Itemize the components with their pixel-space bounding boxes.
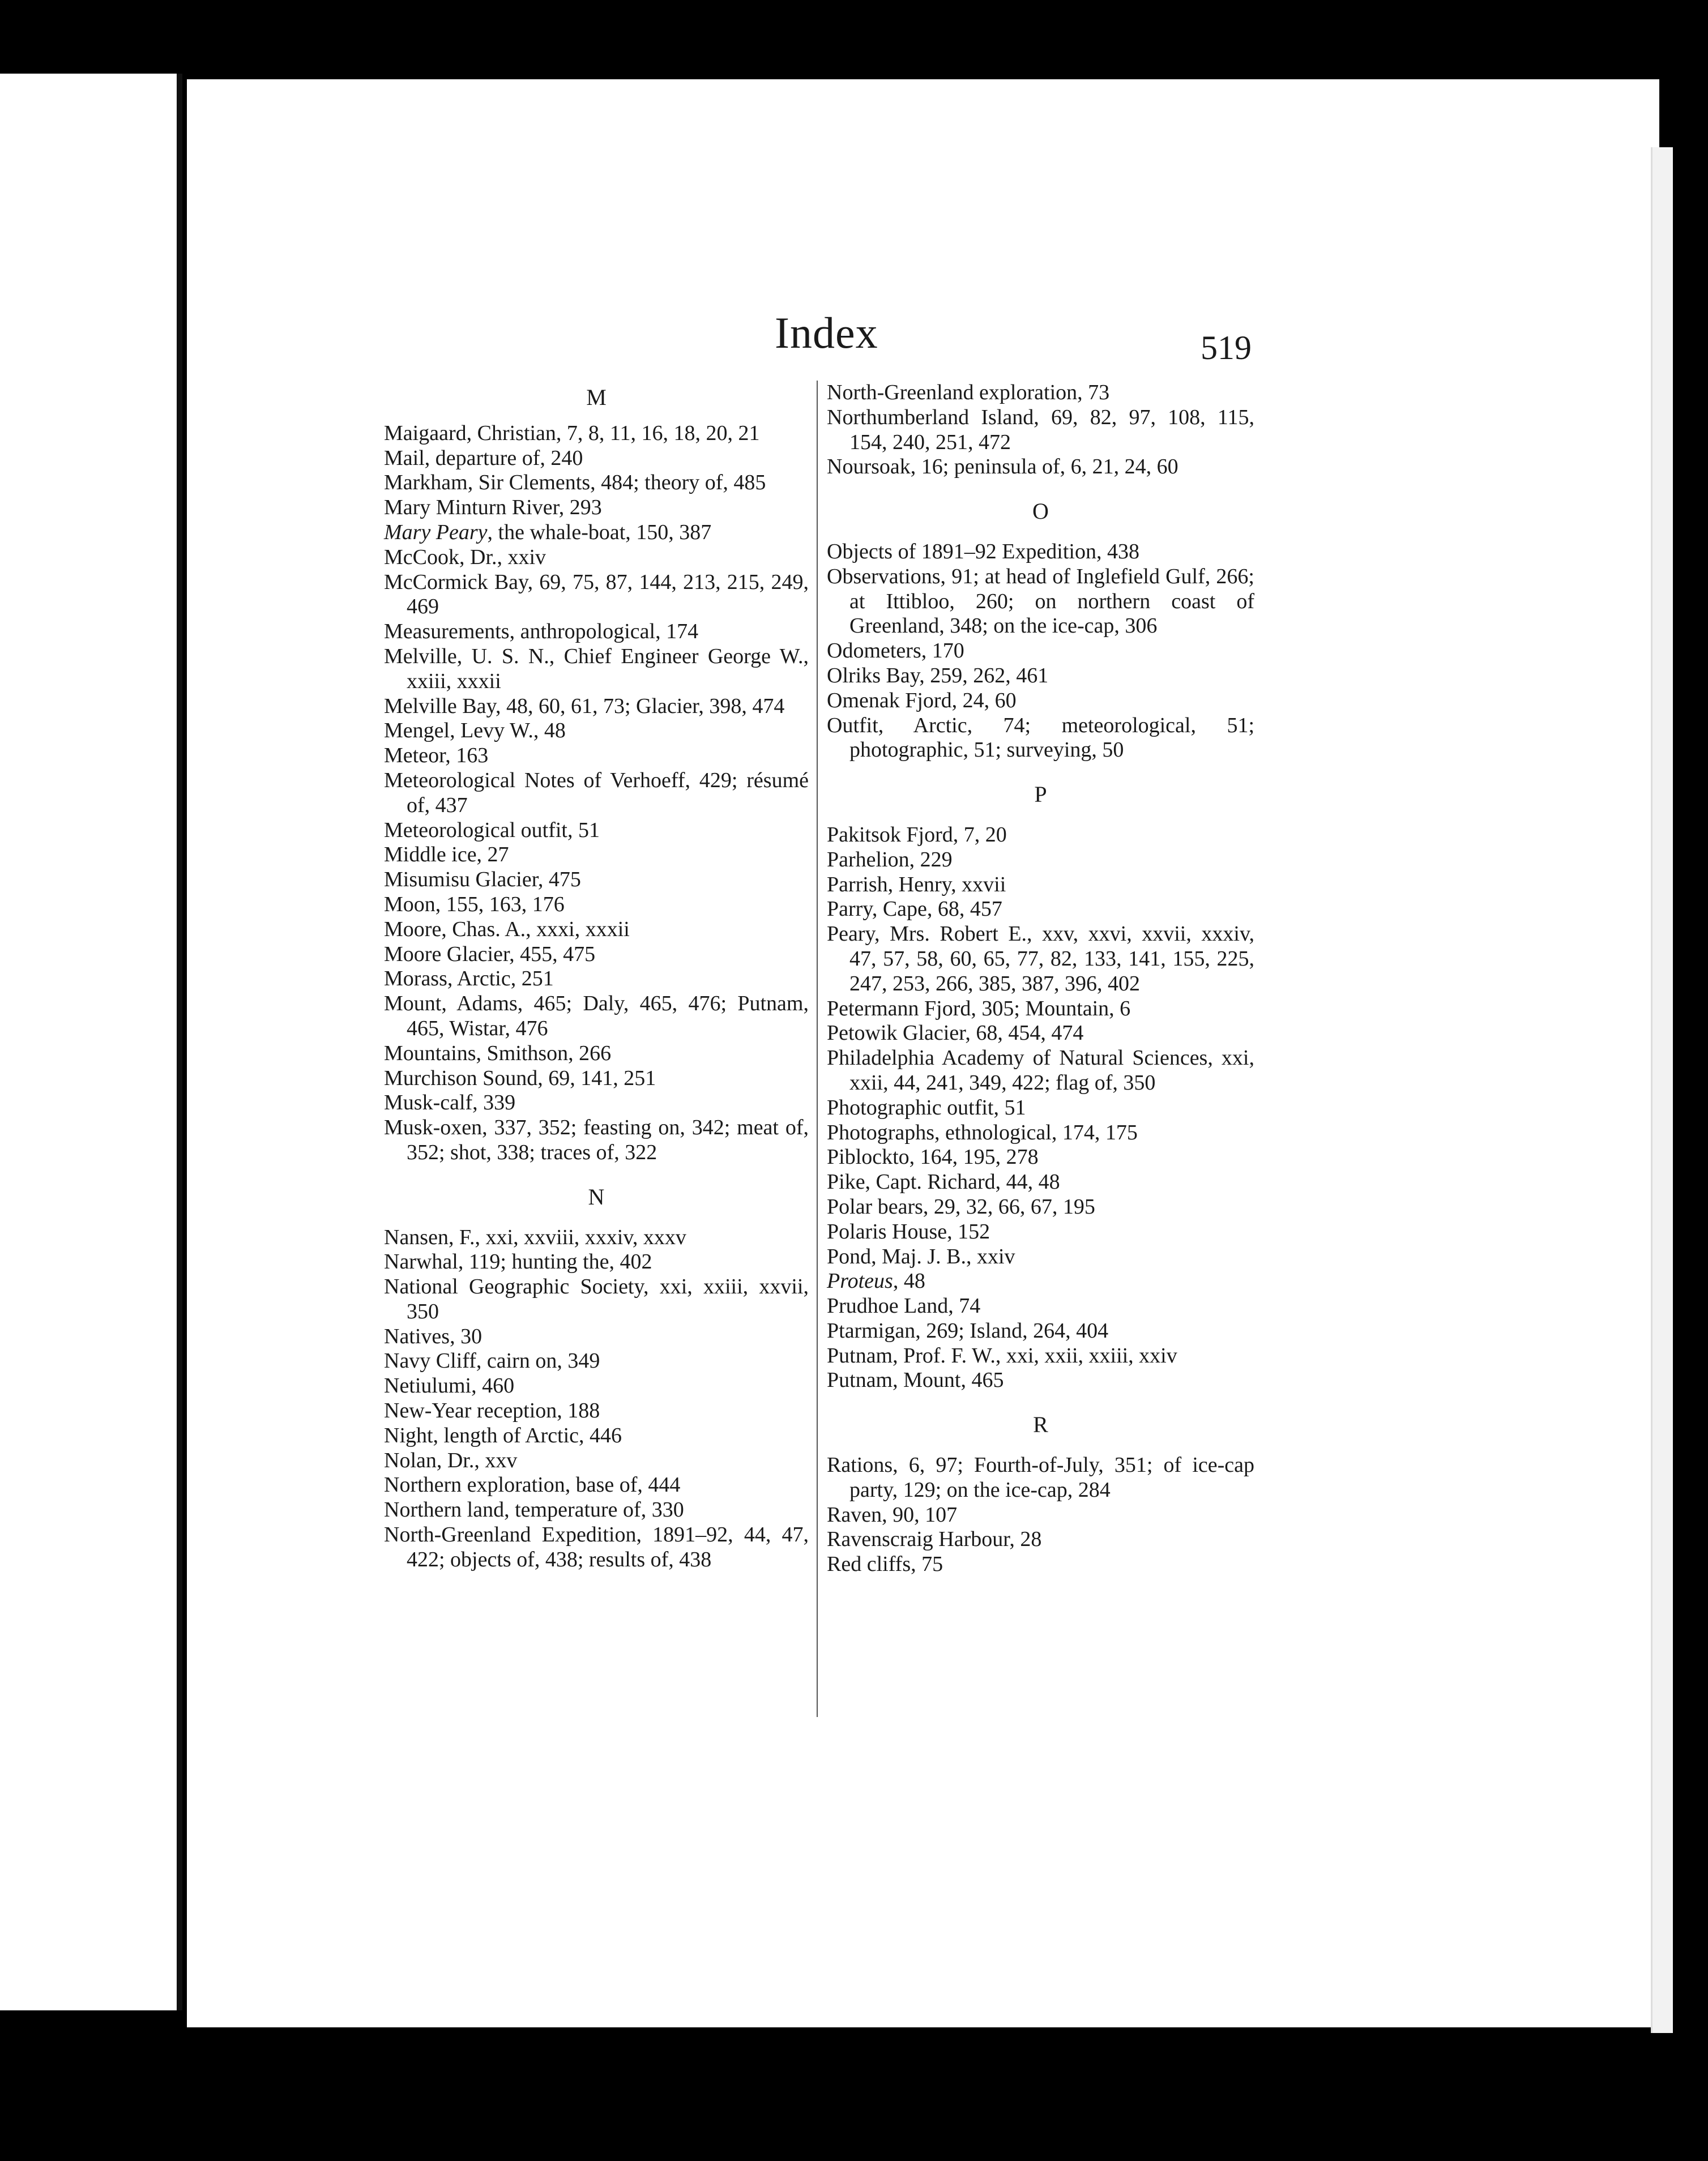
index-entry: Moore Glacier, 455, 475 <box>384 942 596 966</box>
index-entry: Meteorological outfit, 51 <box>384 818 600 842</box>
index-entry: Olriks Bay, 259, 262, 461 <box>827 663 1049 687</box>
page-number: 519 <box>1201 329 1252 366</box>
index-entry: Odometers, 170 <box>827 639 964 663</box>
index-entry: Omenak Fjord, 24, 60 <box>827 688 1017 712</box>
index-entry: North-Greenland Expedition, 1891–92, 44, 47, 422; objects of, 438; results of, 438 <box>384 1523 809 1571</box>
index-entry: Objects of 1891–92 Expedition, 438 <box>827 539 1139 563</box>
index-entry: Photographs, ethnological, 174, 175 <box>827 1120 1138 1144</box>
index-entry: Peary, Mrs. Robert E., xxv, xxvi, xxvii, xxxiv, 47, 57, 58, 60, 65, 77, 82, 133, 141, 155, 225, 247, 253, 266, 385, 387, 396, 402 <box>827 922 1254 996</box>
index-entry: Putnam, Mount, 465 <box>827 1368 1004 1393</box>
index-entry: Polar bears, 29, 32, 66, 67, 195 <box>827 1194 1095 1219</box>
index-entry: Northumberland Island, 69, 82, 97, 108, 115, 154, 240, 251, 472 <box>827 405 1254 454</box>
index-entry: Northern land, temperature of, 330 <box>384 1498 684 1522</box>
facing-page-edge <box>0 74 182 2010</box>
index-column-right <box>827 381 1254 1577</box>
section-letter-p: P <box>1034 781 1047 808</box>
index-entry: Moon, 155, 163, 176 <box>384 892 565 916</box>
index-entry: Mary Minturn River, 293 <box>384 496 602 520</box>
index-entry: Noursoak, 16; peninsula of, 6, 21, 24, 60 <box>827 455 1178 479</box>
index-entry: Middle ice, 27 <box>384 843 509 867</box>
page-title: Index <box>775 308 878 357</box>
index-entry: Melville, U. S. N., Chief Engineer George W., xxiii, xxxii <box>384 644 809 693</box>
index-entry: Markham, Sir Clements, 484; theory of, 485 <box>384 471 766 495</box>
index-entry: Misumisu Glacier, 475 <box>384 868 581 892</box>
index-entry: Petowik Glacier, 68, 454, 474 <box>827 1021 1084 1045</box>
index-entry: Netiulumi, 460 <box>384 1374 515 1398</box>
index-column-left <box>384 381 809 1573</box>
section-letter-r: R <box>1033 1412 1048 1438</box>
index-entry: Musk-calf, 339 <box>384 1091 516 1115</box>
section-letter-m: M <box>586 385 607 410</box>
entry-list-n <box>384 1225 809 1573</box>
index-entry: Morass, Arctic, 251 <box>384 967 554 991</box>
index-entry: Pike, Capt. Richard, 44, 48 <box>827 1170 1060 1194</box>
index-entry: Parrish, Henry, xxvii <box>827 872 1006 896</box>
index-entry: Parry, Cape, 68, 457 <box>827 897 1002 921</box>
index-entry: Photographic outfit, 51 <box>827 1095 1026 1120</box>
index-entry: McCook, Dr., xxiv <box>384 545 546 569</box>
index-entry: Petermann Fjord, 305; Mountain, 6 <box>827 996 1131 1020</box>
index-entry: Mail, departure of, 240 <box>384 446 583 470</box>
index-entry: Meteorological Notes of Verhoeff, 429; résumé of, 437 <box>384 768 809 817</box>
index-entry: McCormick Bay, 69, 75, 87, 144, 213, 215, 249, 469 <box>384 570 809 619</box>
index-entry: Nolan, Dr., xxv <box>384 1448 518 1472</box>
index-entry: Rations, 6, 97; Fourth-of-July, 351; of ice-cap party, 129; on the ice-cap, 284 <box>827 1453 1254 1502</box>
index-entry: Navy Cliff, cairn on, 349 <box>384 1349 600 1373</box>
index-entry: Meteor, 163 <box>384 744 489 768</box>
column-divider <box>817 381 818 1717</box>
index-entry: Outfit, Arctic, 74; meteorological, 51; photographic, 51; surveying, 50 <box>827 713 1254 762</box>
index-entry: Narwhal, 119; hunting the, 402 <box>384 1250 652 1274</box>
index-entry: Prudhoe Land, 74 <box>827 1294 981 1318</box>
page-fore-edge <box>1651 147 1673 2033</box>
index-entry: Night, length of Arctic, 446 <box>384 1423 622 1447</box>
index-entry: Raven, 90, 107 <box>827 1502 958 1527</box>
entry-list-r <box>827 1453 1254 1577</box>
entry-list-o <box>827 540 1254 763</box>
index-entry: Maigaard, Christian, 7, 8, 11, 16, 18, 20, 21 <box>384 421 760 445</box>
index-entry: Musk-oxen, 337, 352; feasting on, 342; meat of, 352; shot, 338; traces of, 322 <box>384 1116 809 1164</box>
index-entry: Ravenscraig Harbour, 28 <box>827 1527 1042 1552</box>
index-entry: Proteus, 48 <box>827 1269 925 1293</box>
entry-list-p <box>827 823 1254 1393</box>
index-entry: Piblockto, 164, 195, 278 <box>827 1145 1039 1169</box>
index-entry: Pond, Maj. J. B., xxiv <box>827 1244 1015 1269</box>
index-entry: Pakitsok Fjord, 7, 20 <box>827 822 1007 847</box>
index-entry: Melville Bay, 48, 60, 61, 73; Glacier, 398, 474 <box>384 694 785 718</box>
index-entry: Polaris House, 152 <box>827 1219 990 1244</box>
index-entry: Measurements, anthropological, 174 <box>384 620 699 644</box>
index-entry: Moore, Chas. A., xxxi, xxxii <box>384 917 630 941</box>
section-letter-n: N <box>588 1184 605 1210</box>
index-entry: Philadelphia Academy of Natural Sciences, xxi, xxii, 44, 241, 349, 422; flag of, 350 <box>827 1046 1254 1095</box>
index-entry: National Geographic Society, xxi, xxiii, xxvii, 350 <box>384 1275 809 1323</box>
index-entry: Mountains, Smithson, 266 <box>384 1041 612 1065</box>
index-entry: Mary Peary, the whale-boat, 150, 387 <box>384 520 712 544</box>
entry-list-m <box>384 421 809 1165</box>
entry-list-n-continued <box>827 381 1254 480</box>
index-entry: Ptarmigan, 269; Island, 264, 404 <box>827 1318 1109 1343</box>
index-entry: Observations, 91; at head of Inglefield Gulf, 266; at Ittibloo, 260; on northern coast of Greenland, 348; on the ice-cap, 306 <box>827 564 1254 638</box>
index-entry: Red cliffs, 75 <box>827 1552 943 1577</box>
index-entry: North-Greenland exploration, 73 <box>827 381 1110 404</box>
index-entry: Mount, Adams, 465; Daly, 465, 476; Putnam, 465, Wistar, 476 <box>384 992 809 1040</box>
section-letter-o: O <box>1032 498 1049 524</box>
index-entry: Parhelion, 229 <box>827 847 953 872</box>
index-entry: Putnam, Prof. F. W., xxi, xxii, xxiii, xxiv <box>827 1343 1177 1368</box>
index-entry: New-Year reception, 188 <box>384 1399 600 1423</box>
index-entry: Mengel, Levy W., 48 <box>384 719 566 743</box>
index-entry: Nansen, F., xxi, xxviii, xxxiv, xxxv <box>384 1225 686 1249</box>
index-entry: Murchison Sound, 69, 141, 251 <box>384 1066 656 1090</box>
index-entry: Northern exploration, base of, 444 <box>384 1473 681 1497</box>
index-entry: Natives, 30 <box>384 1324 482 1348</box>
